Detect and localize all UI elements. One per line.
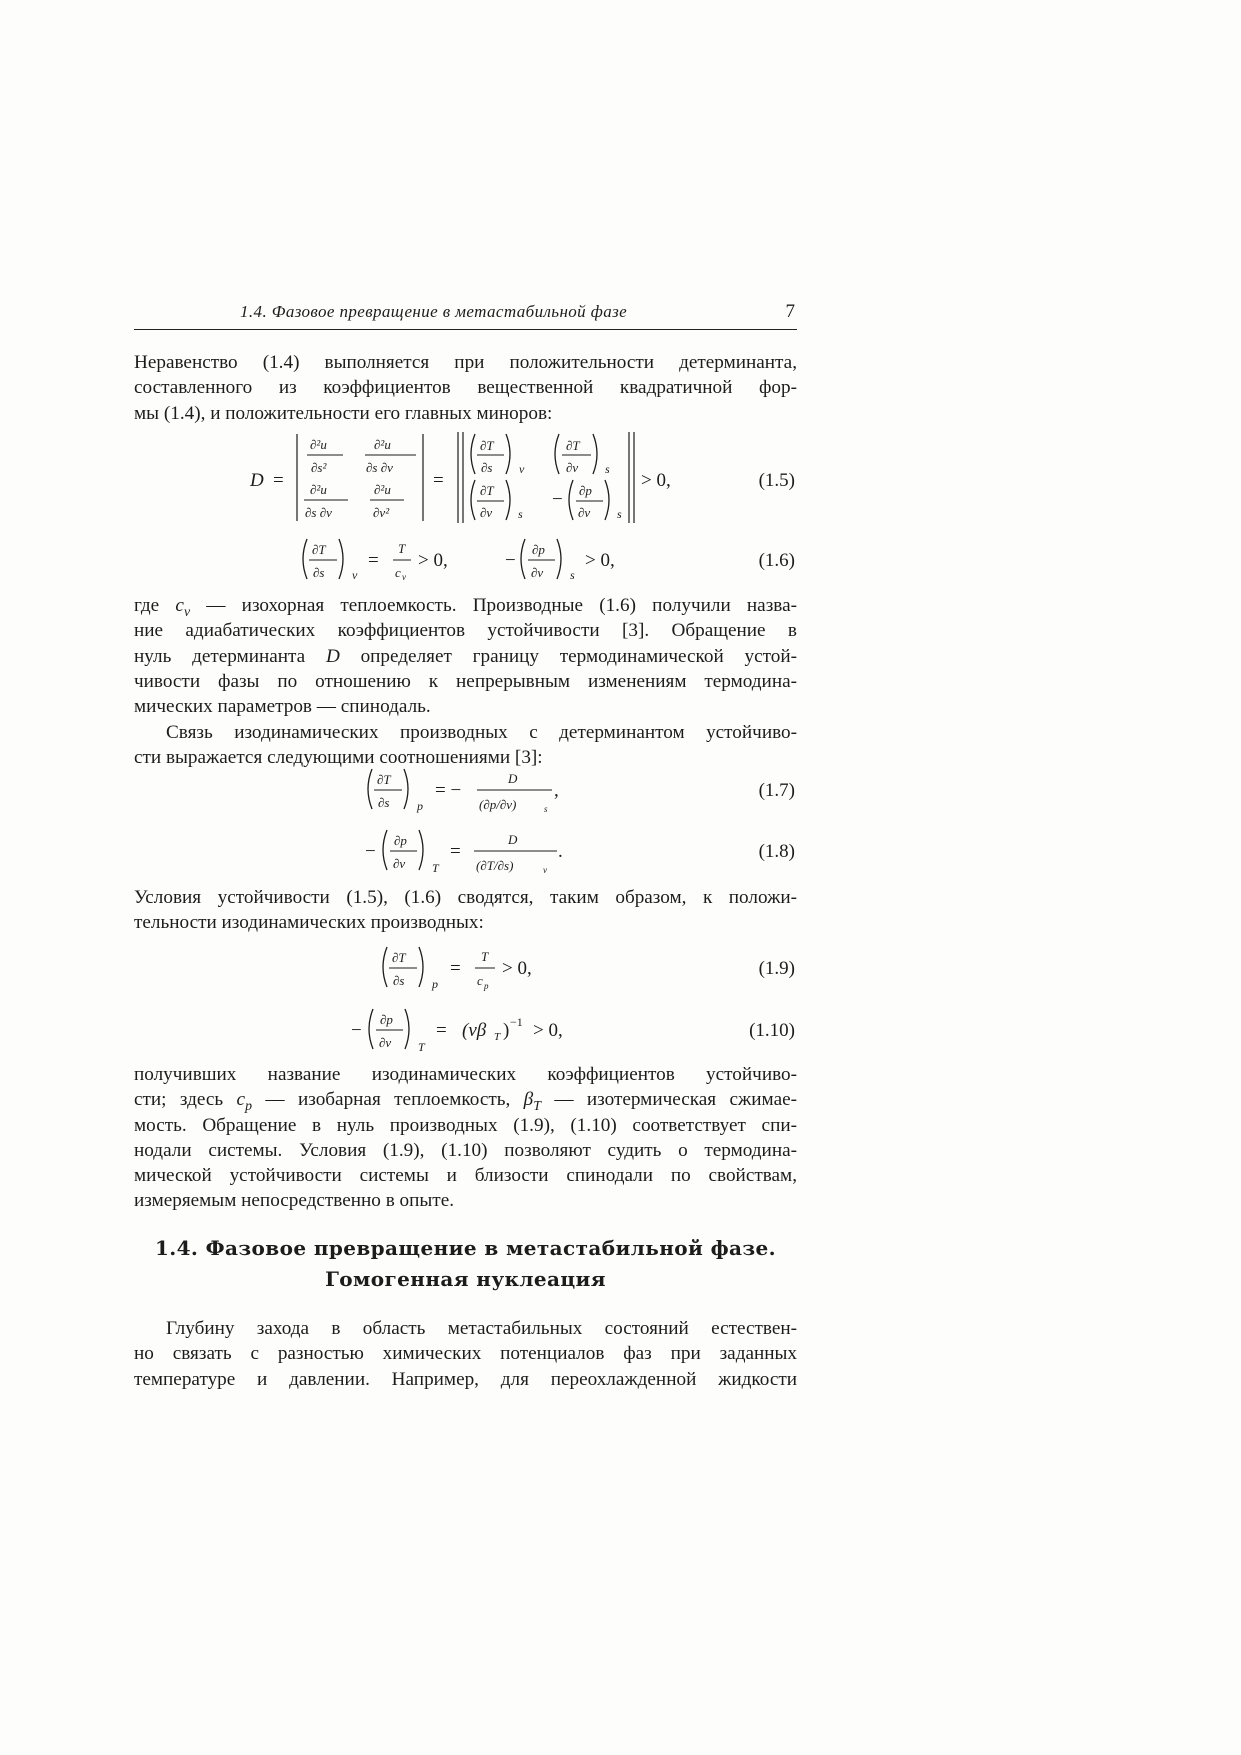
text-line: получивших название изодинамических коэффициентов устойчиво- [134,1064,797,1085]
eq-numerator: ∂T [377,772,391,787]
eq-subscript: s [570,568,575,582]
text-line: сти выражается следующими соотношениями [3]: [134,747,543,769]
eq-numerator: ∂T [480,483,494,498]
eq-minus: − [552,489,563,510]
eq-denominator: c [395,565,401,580]
eq-subscript: T [432,861,439,875]
eq-numerator: ∂p [394,833,407,848]
paragraph-1 [134,350,797,426]
eq-numerator: ∂²u [374,482,391,497]
text-line: ние адиабатических коэффициентов устойчивости [3]. Обращение в [134,620,797,642]
eq-denominator: ∂v [566,460,579,475]
text-line: нодали системы. Условия (1.9), (1.10) позволяют судить о термодина- [134,1139,797,1161]
eq-equals: = [433,470,444,491]
eq-denominator: c [477,973,483,988]
section-heading-line-1: 1.4. Фазовое превращение в метастабильной фазе. [154,1236,777,1260]
eq-subscript: v [519,462,525,476]
eq-rhs: (vβ [462,1020,487,1041]
eq-equals: = [450,958,461,979]
eq-rhs-close: ) [503,1020,510,1041]
equation-number: (1.9) [758,958,795,979]
eq-comma: , [554,780,559,801]
eq-numerator: ∂²u [310,482,327,497]
text-line: мической устойчивости системы и близости спинодали по свойствам, [134,1165,797,1187]
eq-equals: = [368,550,379,571]
paragraph-6 [134,1316,797,1392]
eq-subscript: T [418,1040,425,1054]
eq-minus: − [365,841,376,862]
text-line: где $c_v$ — изохорная теплоемкость. Производные (1.6) получили назва- [134,595,797,619]
right-paren [419,947,423,987]
text-line: нуль детерминанта D определяет границу термодинамической устой- [134,645,797,667]
eq-dot: . [558,841,563,862]
eq-minus: − [505,550,516,571]
text-line: мических параметров — спинодаль. [134,696,431,718]
eq-numerator: T [481,949,489,964]
paragraph-2 [134,593,797,719]
text-line: измеряемым непосредственно в опыте. [134,1190,455,1212]
eq-symbol-D: D [250,470,264,491]
eq-equals: = [450,841,461,862]
eq-denominator: ∂s² [311,460,327,475]
running-head [134,300,797,330]
eq-equals: = [436,1020,447,1041]
eq-denominator: ∂s [313,565,325,580]
eq-tail: > 0, [533,1020,563,1041]
right-paren [404,769,408,809]
text-line: температуре и давлении. Например, для переохлажденной жидкости [134,1368,797,1390]
text-line: Неравенство (1.4) выполняется при положительности детерминанта, [134,352,797,373]
left-paren [471,434,475,474]
left-paren [383,830,387,870]
equation-number: (1.5) [758,470,795,491]
eq-denominator: (∂T/∂s) [476,858,514,873]
text-line: чивости фазы по отношению к непрерывным изменениям термодина- [134,670,797,692]
right-paren [593,434,597,474]
text-line: составленного из коэффициентов вещественной квадратичной фор- [134,377,797,399]
equation-number: (1.6) [758,550,795,571]
section-heading-line-2: Гомогенная нуклеация [325,1267,606,1291]
equation-number: (1.8) [758,841,795,862]
eq-subscript: v [543,865,547,875]
eq-denominator: ∂v [578,505,591,520]
right-paren [506,434,510,474]
eq-denominator: ∂s [481,460,493,475]
text-line: Глубину захода в область метастабильных состояний естествен- [166,1318,797,1339]
eq-numerator: D [508,771,518,786]
eq-subscript: s [617,507,622,521]
left-paren [369,1009,373,1049]
eq-denominator: ∂v [480,505,493,520]
eq-denominator: ∂s ∂v [305,505,332,520]
equation-1-5 [134,428,797,528]
running-head-title: 1.4. Фазовое превращение в метастабильной фазе [240,302,628,321]
text-line: мы (1.4), и положительности его главных миноров: [134,402,553,424]
inline-math-cv: $c_v$ [175,595,191,619]
eq-numerator: ∂T [392,950,406,965]
eq-tail: > 0, [418,550,448,571]
eq-numerator: ∂T [312,542,326,557]
eq-subscript: s [518,507,523,521]
equation-1-6 [134,532,797,588]
eq-denominator: ∂v [531,565,544,580]
equation-1-7 [134,762,797,820]
eq-subscript: v [402,572,406,582]
left-paren [521,539,525,579]
left-paren [368,769,372,809]
eq-denominator: ∂v [393,856,406,871]
inline-math-D: D [325,645,340,667]
eq-numerator: ∂p [579,483,592,498]
eq-equals: = − [435,780,462,801]
eq-denominator: ∂s [378,795,390,810]
eq-numerator: ∂²u [310,437,327,452]
inline-math-cp: $c_p$ [236,1089,252,1114]
right-paren [605,480,609,520]
right-paren [339,539,343,579]
eq-subscript: v [352,568,358,582]
eq-numerator: ∂²u [374,437,391,452]
eq-minus: − [351,1020,362,1041]
eq-numerator: ∂T [480,438,494,453]
equation-1-8 [134,822,797,882]
equation-number: (1.10) [749,1020,795,1041]
eq-equals: = [273,470,284,491]
eq-numerator: ∂p [380,1012,393,1027]
left-paren [303,539,307,579]
eq-subscript: s [544,804,548,814]
right-paren [557,539,561,579]
left-paren [555,434,559,474]
eq-numerator: T [398,541,406,556]
text-line: сти; здесь $c_p$ — изобарная теплоемкость, $\beta_T$ — изотермическая сжимае- [134,1089,797,1114]
text-line: тельности изодинамических производных: [134,912,484,934]
section-heading [134,1233,797,1295]
eq-subscript: T [494,1031,501,1043]
eq-numerator: ∂T [566,438,580,453]
eq-tail: > 0, [585,550,615,571]
eq-denominator: ∂s [393,973,405,988]
eq-denominator: ∂v² [373,505,390,520]
eq-denominator: ∂v [379,1035,392,1050]
eq-subscript: p [432,977,438,991]
page-number: 7 [785,301,795,322]
text-line: Условия устойчивости (1.5), (1.6) сводятся, таким образом, к положи- [134,887,797,908]
equation-1-9 [134,940,797,998]
text-line: но связать с разностью химических потенциалов фаз при заданных [134,1343,797,1365]
text-line: Связь изодинамических производных с детерминантом устойчиво- [166,722,797,743]
eq-subscript: p [417,799,423,813]
eq-tail: > 0, [641,470,671,491]
equation-number: (1.7) [758,780,795,801]
eq-denominator: ∂s ∂v [366,460,393,475]
inline-math-beta: $\beta_T$ [523,1089,541,1114]
eq-denominator: (∂p/∂v) [479,797,517,812]
equation-1-10 [134,1000,797,1060]
eq-numerator: ∂p [532,542,545,557]
left-paren [383,947,387,987]
right-paren [506,480,510,520]
paragraph-5 [134,1062,797,1214]
eq-exponent: −1 [510,1015,523,1029]
left-paren [471,480,475,520]
paragraph-4 [134,885,797,936]
eq-tail: > 0, [502,958,532,979]
eq-numerator: D [508,832,518,847]
right-paren [405,1009,409,1049]
left-paren [569,480,573,520]
eq-subscript: p [484,981,489,991]
text-line: мость. Обращение в нуль производных (1.9), (1.10) соответствует спи- [134,1114,797,1136]
eq-subscript: s [605,462,610,476]
right-paren [419,830,423,870]
